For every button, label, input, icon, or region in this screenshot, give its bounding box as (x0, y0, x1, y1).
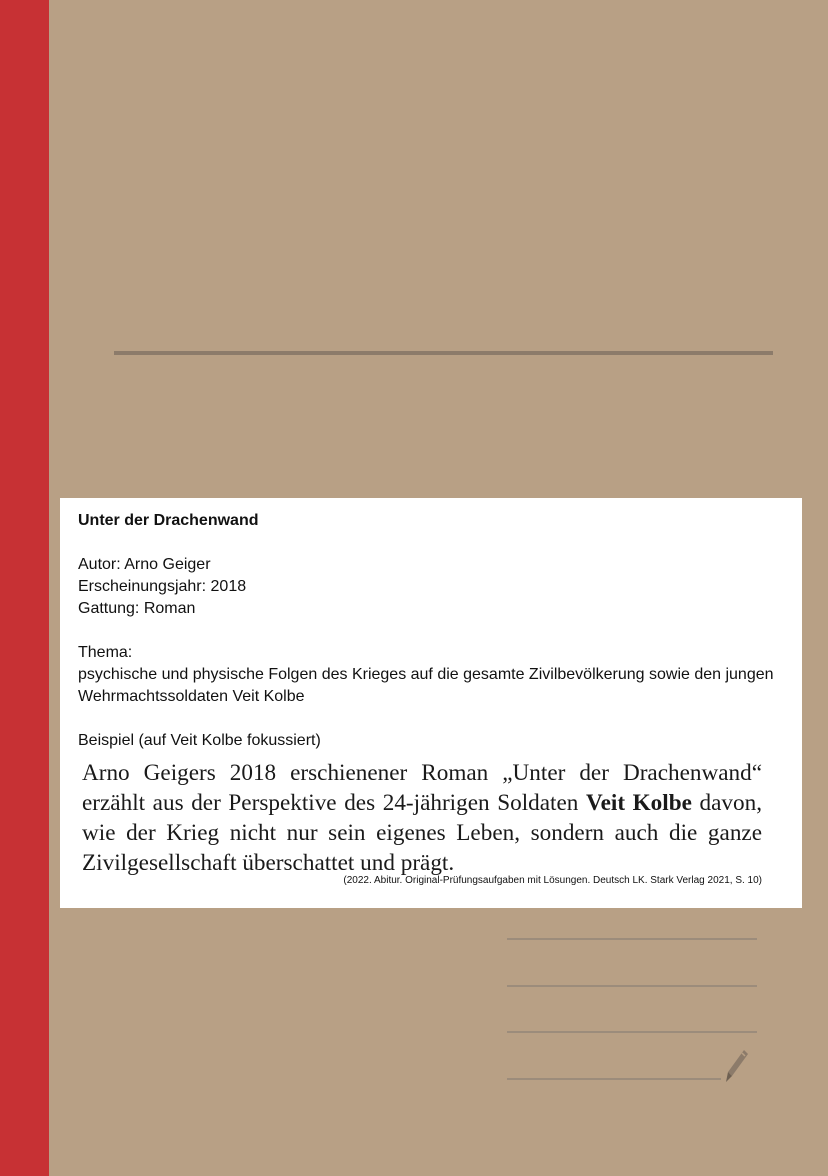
example-quote (82, 758, 762, 878)
example-section (78, 730, 784, 752)
title-rule (114, 351, 773, 355)
book-year: Erscheinungsjahr: 2018 (78, 578, 247, 595)
writing-line-2 (507, 985, 757, 987)
book-author: Autor: Arno Geiger (78, 556, 211, 573)
example-label: Beispiel (auf Veit Kolbe fokussiert) (78, 732, 321, 749)
theme-label: Thema: (78, 644, 133, 661)
writing-line-1 (507, 938, 757, 940)
book-genre: Gattung: Roman (78, 600, 196, 617)
quote-highlight: Veit Kolbe (585, 790, 692, 816)
pen-icon (722, 1048, 750, 1084)
book-title: Unter der Drachenwand (78, 512, 259, 529)
book-meta (78, 554, 784, 620)
quote-source: (2022. Abitur. Original-Prüfungsaufgaben mit Lösungen. Deutsch LK. Stark Verlag 2021, S. 10) (343, 875, 762, 886)
quote-text-end: davon, wie der Krieg nicht nur sein eigenes Leben, sondern auch die ganze Zivilgesellschaft überschattet und prägt. (82, 790, 762, 876)
theme-section (78, 642, 784, 708)
writing-line-4 (507, 1078, 721, 1080)
book-info-card (60, 498, 802, 908)
quote-text-start: Arno Geigers 2018 erschienener Roman „Unter der Drachenwand“ erzählt aus der Perspektive des 24-jährigen Soldaten (82, 760, 762, 816)
binder-spine (0, 0, 49, 1176)
theme-text: psychische und physische Folgen des Krieges auf die gesamte Zivilbevölkerung sowie den jungen Wehrmachtssoldaten Veit Kolbe (78, 666, 774, 705)
writing-line-3 (507, 1031, 757, 1033)
